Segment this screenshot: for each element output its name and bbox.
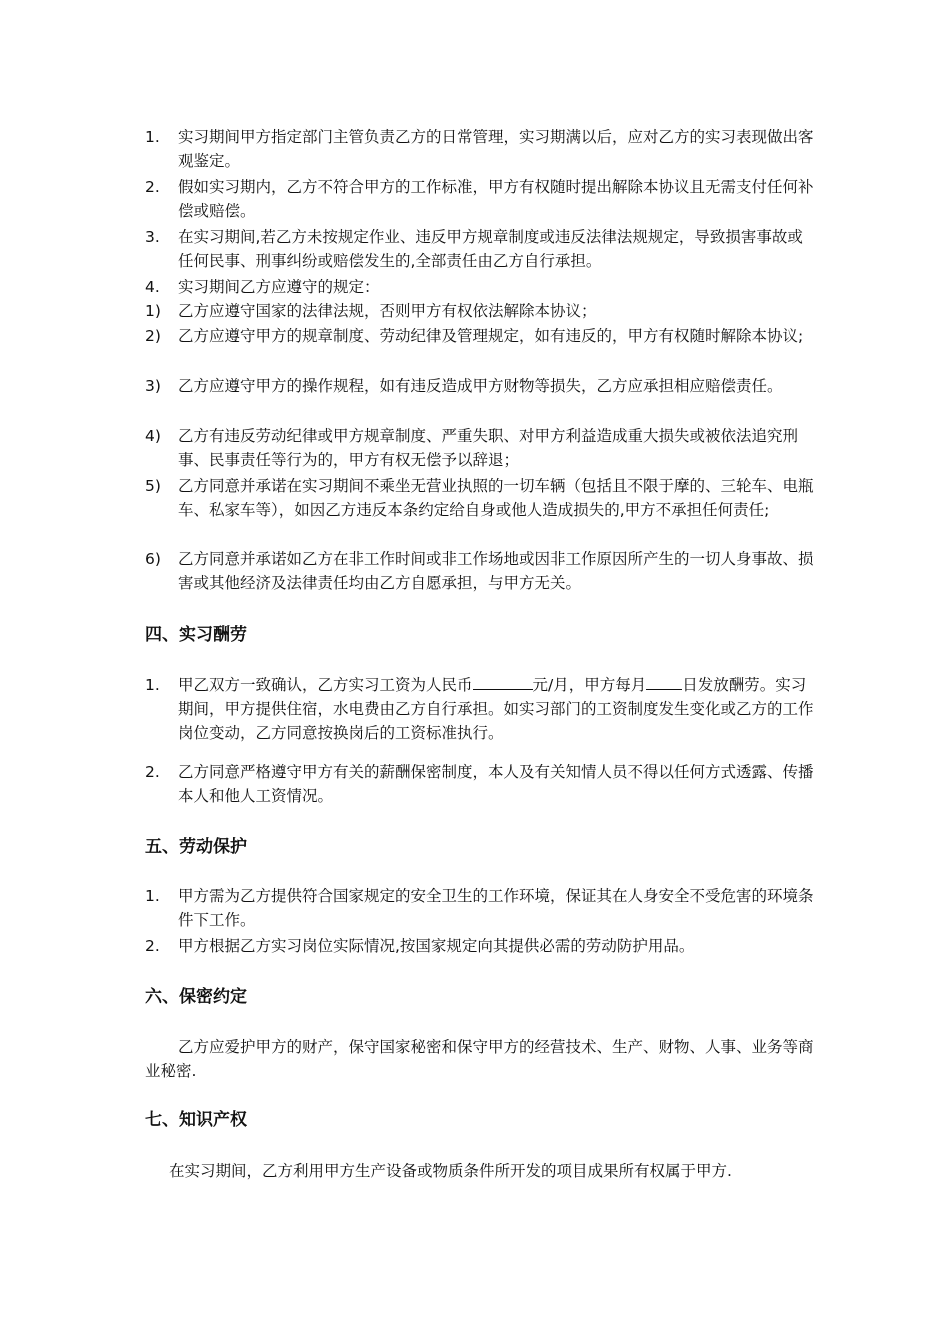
list-item bbox=[145, 175, 815, 223]
list-item bbox=[145, 275, 815, 299]
list-item bbox=[145, 474, 815, 522]
list-text: 乙方应遵守甲方的规章制度、劳动纪律及管理规定，如有违反的，甲方有权随时解除本协议; bbox=[178, 327, 804, 345]
list-item bbox=[145, 760, 815, 808]
text-fragment: 甲乙双方一致确认，乙方实习工资为人民币 bbox=[178, 676, 473, 694]
list-item bbox=[145, 547, 815, 595]
list-text: 乙方应遵守甲方的操作规程，如有违反造成甲方财物等损失，乙方应承担相应赔偿责任。 bbox=[178, 377, 783, 395]
list-text: 乙方应遵守国家的法律法规，否则甲方有权依法解除本协议； bbox=[178, 302, 597, 320]
list-text bbox=[178, 673, 815, 745]
list-number: 2) bbox=[145, 327, 161, 345]
list-item bbox=[145, 934, 815, 958]
list-item bbox=[145, 424, 815, 472]
list-number: 4) bbox=[145, 427, 161, 445]
list-text: 甲方根据乙方实习岗位实际情况,按国家规定向其提供必需的劳动防护用品。 bbox=[178, 937, 695, 955]
list-number: 1. bbox=[145, 676, 160, 694]
list-number: 3. bbox=[145, 228, 160, 246]
list-number: 4. bbox=[145, 278, 160, 296]
paragraph: 在实习期间，乙方利用甲方生产设备或物质条件所开发的项目成果所有权属于甲方. bbox=[169, 1162, 732, 1180]
list-text: 乙方有违反劳动纪律或甲方规章制度、严重失职、对甲方利益造成重大损失或被依法追究刑事、民事责任等行为的，甲方有权无偿予以辞退； bbox=[178, 427, 799, 469]
list-item bbox=[145, 374, 815, 398]
section-heading: 六、保密约定 bbox=[145, 987, 247, 1007]
list-item bbox=[145, 225, 815, 273]
list-text: 假如实习期内，乙方不符合甲方的工作标准，甲方有权随时提出解除本协议且无需支付任何补偿或赔偿。 bbox=[178, 178, 814, 220]
section-heading: 七、知识产权 bbox=[145, 1110, 247, 1130]
list-text: 乙方同意并承诺在实习期间不乘坐无营业执照的一切车辆（包括且不限于摩的、三轮车、电瓶车、私家车等），如因乙方违反本条约定给自身或他人造成损失的,甲方不承担任何责任; bbox=[178, 477, 814, 519]
list-number: 1) bbox=[145, 302, 161, 320]
list-number: 6) bbox=[145, 550, 161, 568]
list-text: 乙方同意并承诺如乙方在非工作时间或非工作场地或因非工作原因所产生的一切人身事故、损害或其他经济及法律责任均由乙方自愿承担，与甲方无关。 bbox=[178, 550, 814, 592]
list-item bbox=[145, 299, 815, 323]
list-text: 甲方需为乙方提供符合国家规定的安全卫生的工作环境，保证其在人身安全不受危害的环境条件下工作。 bbox=[178, 887, 814, 929]
list-number: 3) bbox=[145, 377, 161, 395]
list-item bbox=[145, 884, 815, 932]
salary-blank bbox=[473, 673, 533, 690]
list-item bbox=[145, 125, 815, 173]
list-number: 1. bbox=[145, 128, 160, 146]
list-number: 2. bbox=[145, 178, 160, 196]
payday-blank bbox=[646, 673, 682, 690]
list-item bbox=[145, 324, 815, 348]
section-heading: 四、实习酬劳 bbox=[145, 625, 247, 645]
section-heading: 五、劳动保护 bbox=[145, 837, 247, 857]
list-text: 实习期间甲方指定部门主管负责乙方的日常管理，实习期满以后，应对乙方的实习表现做出客观鉴定。 bbox=[178, 128, 814, 170]
text-fragment: 元/月，甲方每月 bbox=[532, 676, 647, 694]
list-text: 实习期间乙方应遵守的规定： bbox=[178, 278, 380, 296]
list-number: 2. bbox=[145, 763, 160, 781]
list-item bbox=[145, 673, 815, 745]
list-number: 1. bbox=[145, 887, 160, 905]
paragraph: 乙方应爱护甲方的财产，保守国家秘密和保守甲方的经营技术、生产、财物、人事、业务等商业秘密. bbox=[145, 1038, 814, 1080]
text-fragment: 日发放酬劳。 bbox=[682, 676, 776, 694]
list-number: 2. bbox=[145, 937, 160, 955]
list-number: 5) bbox=[145, 477, 161, 495]
list-text: 在实习期间,若乙方未按规定作业、违反甲方规章制度或违反法律法规规定，导致损害事故或任何民事、刑事纠纷或赔偿发生的,全部责任由乙方自行承担。 bbox=[178, 228, 803, 270]
list-text: 乙方同意严格遵守甲方有关的薪酬保密制度，本人及有关知情人员不得以任何方式透露、传播本人和他人工资情况。 bbox=[178, 763, 814, 805]
text-fragment: 实习期间，甲方提供住宿，水电费由乙方自行承担。如实习部门的工资制度发生变化或乙方的工作岗位变动，乙方同意按换岗后的工资标准执行。 bbox=[178, 676, 814, 742]
